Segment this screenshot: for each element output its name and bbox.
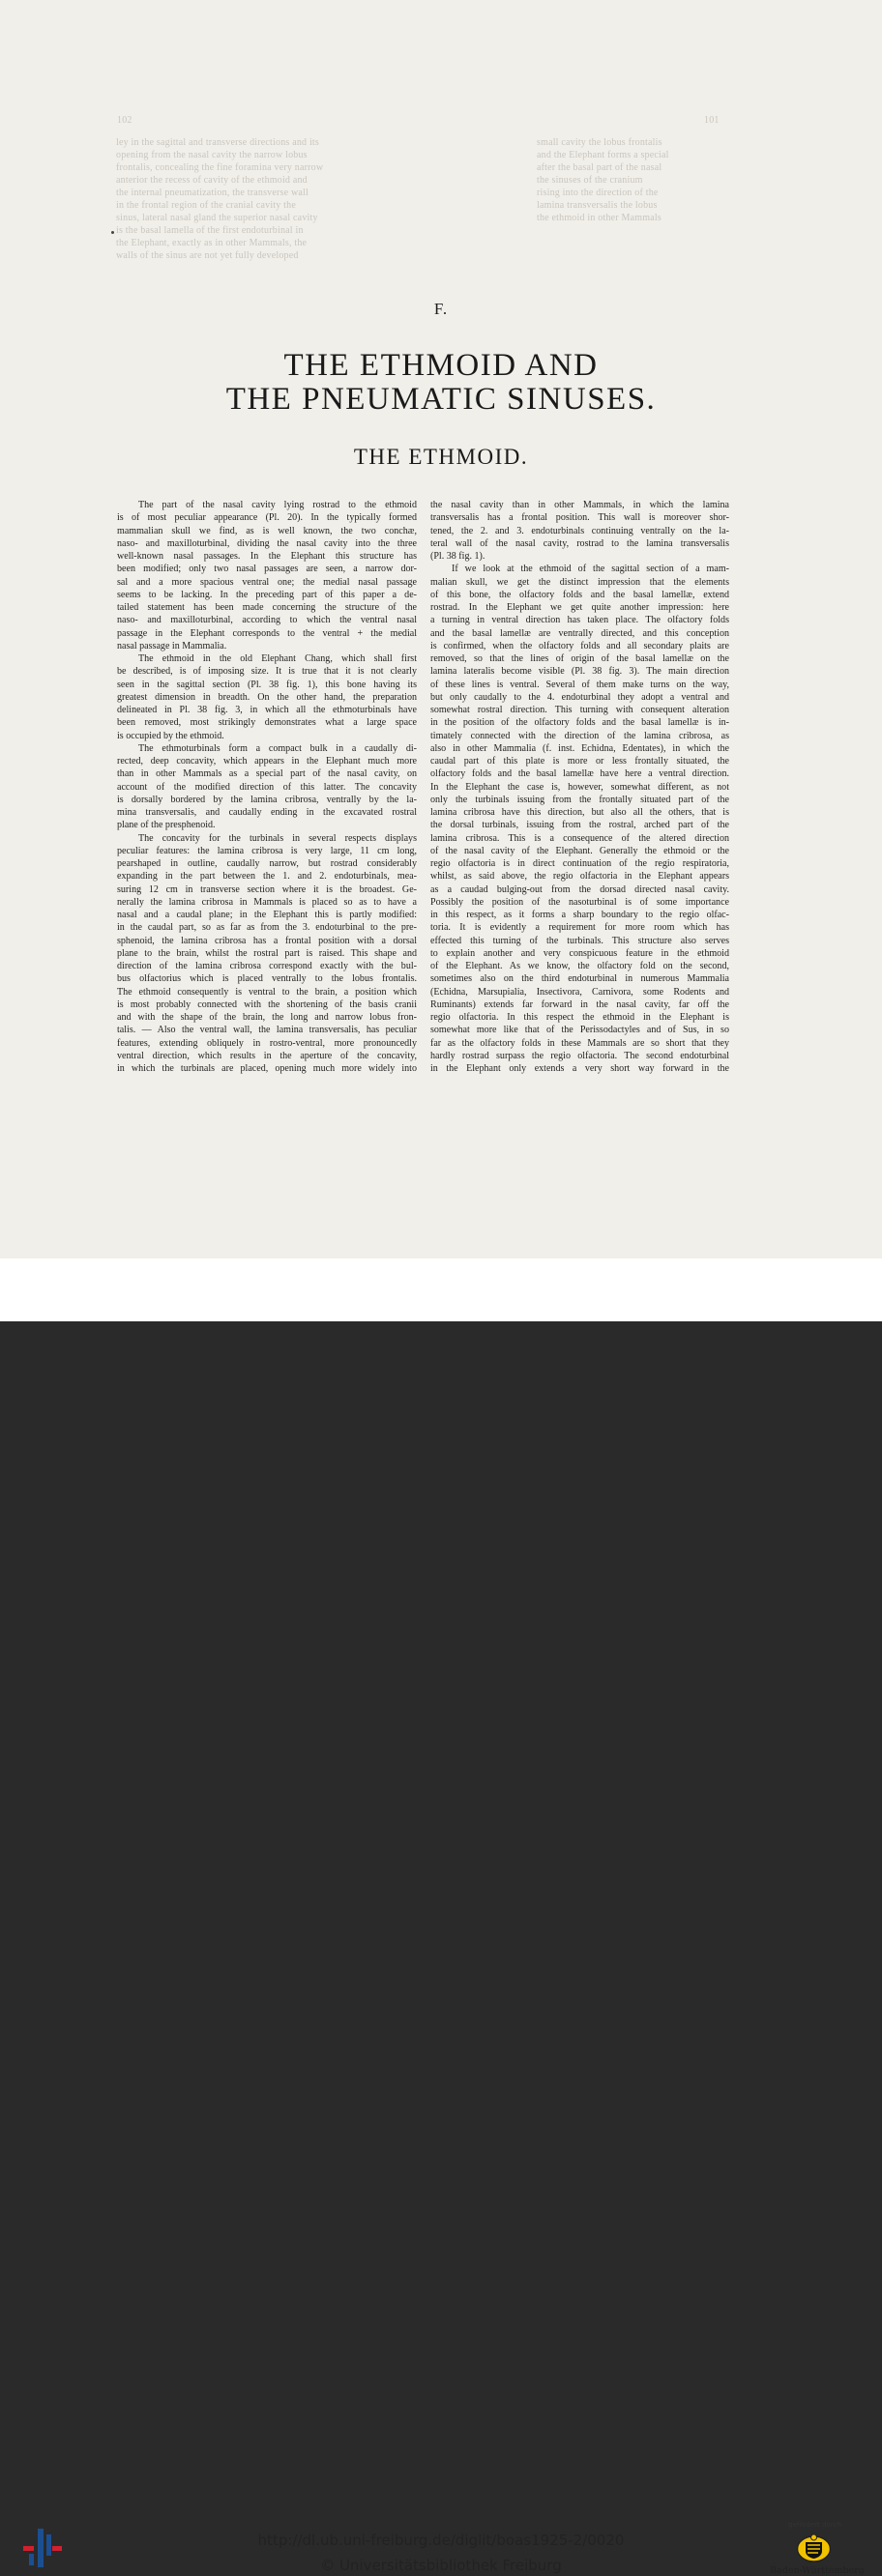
text-line: pearshaped in outline, caudally narrow, but rostrad considerably bbox=[117, 858, 417, 869]
text-line: nasal passage in Mammalia. bbox=[117, 640, 227, 651]
coat-of-arms-icon bbox=[796, 2533, 832, 2563]
text-line: is occupied by the ethmoid. bbox=[117, 730, 224, 741]
text-line: removed, so that the lines of origin of the basal lamellæ on the bbox=[430, 653, 729, 664]
text-line: mina transversalis, and caudally ending in the excavated rostral bbox=[117, 807, 417, 818]
text-line: and with the shape of the brain, the long and narrow lobus fron- bbox=[117, 1012, 417, 1023]
sponsor-name: Baden-Württemberg bbox=[770, 2565, 865, 2576]
text-line: caudal part of this plate is more or less frontally situated, the bbox=[430, 756, 729, 767]
bleed-line: the ethmoid in other Mammals bbox=[537, 213, 662, 223]
text-line: plane of the presphenoid. bbox=[117, 820, 216, 831]
bleed-line: ley in the sagittal and transverse directions and its bbox=[116, 137, 319, 148]
text-line: expanding in the part between the 1. and 2. endoturbinals, mea- bbox=[117, 871, 417, 883]
sponsor-label: gefördert durch bbox=[788, 2521, 841, 2529]
bleed-line: frontalis, concealing the fine foramina very narrow bbox=[116, 162, 324, 173]
text-line: also in other Mammalia (f. inst. Echidna, Edentates), in which the bbox=[430, 742, 729, 754]
text-line: of these lines is ventral. Several of them make turns on the way, bbox=[430, 679, 729, 690]
text-line: somewhat rostral direction. This turning with consequent alteration bbox=[430, 705, 729, 715]
text-line: and the basal lamellæ are ventrally directed, and this conception bbox=[430, 627, 729, 639]
text-line: in this respect, as it forms a sharp boundary to the regio olfac- bbox=[430, 910, 729, 920]
section-subtitle: THE ETHMOID. bbox=[353, 445, 529, 469]
text-line: is most probably connected with the shortening of the basis cranii bbox=[117, 999, 417, 1010]
chapter-title bbox=[0, 349, 882, 417]
text-line: regio olfactoria. In this respect the ethmoid in the Elephant is bbox=[430, 1012, 729, 1023]
text-line: passage in the Elephant corresponds to the ventral + the medial bbox=[117, 627, 417, 639]
viewer-footer bbox=[0, 1259, 882, 2576]
text-line: effected this turning of the turbinals. This structure also serves bbox=[430, 935, 729, 946]
text-line: olfactory folds and the basal lamellæ have here a ventral direction. bbox=[430, 768, 729, 780]
bleed-through-text-left bbox=[116, 136, 418, 262]
bleed-line: and the Elephant forms a special bbox=[537, 150, 669, 160]
bleed-line: the sinuses of the cranium bbox=[537, 175, 643, 186]
text-line: of the Elephant. As we know, the olfactory fold on the second, bbox=[430, 961, 729, 971]
text-line: lamina cribrosa have this direction, but also all the others, that is bbox=[430, 807, 729, 818]
bleed-line: small cavity the lobus frontalis bbox=[537, 137, 662, 148]
text-line: The concavity for the turbinals in several respects displays bbox=[138, 832, 417, 844]
bleed-line: after the basal part of the nasal bbox=[537, 162, 662, 173]
text-line: somewhat more like that of the Perissodactyles and of Sus, in so bbox=[430, 1025, 729, 1036]
text-line: bus olfactorius which is placed ventrally to the lobus frontalis. bbox=[117, 973, 417, 985]
text-line: the nasal cavity than in other Mammals, in which the lamina bbox=[430, 500, 729, 510]
text-line: The ethmoid consequently is ventral to the brain, a position which bbox=[117, 986, 417, 998]
text-line: talis. — Also the ventral wall, the lamina transversalis, has peculiar bbox=[117, 1025, 417, 1036]
text-line: Possibly the position of the nasoturbinal is of some importance bbox=[430, 896, 729, 908]
text-line: plane to the brain, whilst the rostral part is raised. This shape and bbox=[117, 947, 417, 959]
text-line: is of most peculiar appearance (Pl. 20). In the typically formed bbox=[117, 512, 417, 524]
text-line: in the position of the olfactory folds and the basal lamellæ is in- bbox=[430, 717, 729, 729]
text-line: direction of the lamina cribrosa correspond exactly with the bul- bbox=[117, 961, 417, 971]
text-line: rected, deep concavity, which appears in the Elephant much more bbox=[117, 756, 417, 767]
text-line: of the nasal cavity of the Elephant. Generally the ethmoid or the bbox=[430, 845, 729, 856]
bleed-line: is the basal lamella of the first endoturbinal in bbox=[116, 225, 304, 236]
text-line: tailed statement has been made concerning the structure of the bbox=[117, 602, 417, 613]
bleed-line: in the frontal region of the cranial cavity the bbox=[116, 200, 296, 211]
text-line: greatest dimension in breadth. On the other hand, the preparation bbox=[117, 691, 417, 703]
text-line: toria. It is evidently a requirement for more room which has bbox=[430, 922, 729, 934]
bleed-line: walls of the sinus are not yet fully developed bbox=[116, 250, 299, 261]
text-line: timately connected with the direction of the lamina cribrosa, as bbox=[430, 730, 729, 741]
text-line: If we look at the ethmoid of the sagittal section of a mam- bbox=[452, 564, 729, 575]
text-line: (Echidna, Marsupialia, Insectivora, Carnivora, some Rodents and bbox=[430, 986, 729, 998]
bleed-line: sinus, lateral nasal gland the superior nasal cavity bbox=[116, 213, 318, 223]
text-line: hardly rostrad surpass the regio olfactoria. The second endoturbinal bbox=[430, 1050, 729, 1061]
text-line: the dorsal turbinals, issuing from the rostral, arched part of the bbox=[430, 820, 729, 831]
text-line: been removed, most strikingly demonstrates what a large space bbox=[117, 717, 417, 729]
text-line: as a caudad bulging-out from the dorsad directed nasal cavity. bbox=[430, 883, 729, 895]
text-line: delineated in Pl. 38 fig. 3, in which all the ethmoturbinals have bbox=[117, 705, 417, 715]
text-line: lamina lateralis become visible (Pl. 38 fig. 3). The main direction bbox=[430, 666, 729, 678]
body-column-right bbox=[430, 499, 729, 1075]
text-line: only the turbinals issuing from the frontally situated part of the bbox=[430, 794, 729, 805]
bleed-line: opening from the nasal cavity the narrow lobus bbox=[116, 150, 308, 160]
bleed-page-number-left: 102 bbox=[117, 115, 132, 126]
text-line: nerally the lamina cribrosa in Mammals is placed so as to have a bbox=[117, 896, 417, 908]
bleed-line: anterior the recess of cavity of the ethmoid and bbox=[116, 175, 308, 186]
body-column-left bbox=[117, 499, 417, 1075]
text-line: but only caudally to the 4. endoturbinal they adopt a ventral and bbox=[430, 691, 729, 703]
text-line: well-known nasal passages. In the Elephant this structure has bbox=[117, 551, 417, 562]
text-line: peculiar features: the lamina cribrosa is very large, 11 cm long, bbox=[117, 845, 417, 856]
bleed-line: lamina transversalis the lobus bbox=[537, 200, 658, 211]
text-line: be described, is of imposing size. It is true that it is not clearly bbox=[117, 666, 417, 678]
text-line: naso- and maxilloturbinal, dividing the nasal cavity into the three bbox=[117, 537, 417, 549]
chapter-title-line-2: THE PNEUMATIC SINUSES. bbox=[225, 382, 657, 417]
margin-mark bbox=[111, 231, 114, 234]
text-line: whilst, as said above, the regio olfactoria in the Elephant appears bbox=[430, 871, 729, 883]
text-line: suring 12 cm in transverse section where it is the broadest. Ge- bbox=[117, 883, 417, 895]
text-line: lamina cribrosa. This is a consequence of the altered direction bbox=[430, 832, 729, 844]
text-line: far as the olfactory folds in these Mammals are so short that they bbox=[430, 1037, 729, 1049]
text-line: in which the turbinals are placed, opening much more widely into bbox=[117, 1063, 417, 1074]
scanned-page bbox=[0, 0, 882, 1259]
text-line: is dorsally bordered by the lamina cribrosa, ventrally by the la- bbox=[117, 794, 417, 805]
text-line: sphenoid, the lamina cribrosa has a frontal position with a dorsal bbox=[117, 935, 417, 946]
text-line: nasal and a caudal plane; in the Elephant this is partly modified: bbox=[117, 910, 417, 920]
text-line: sal and a more spacious ventral one; the medial nasal passage bbox=[117, 576, 417, 588]
chapter-title-line-1: THE ETHMOID AND bbox=[283, 348, 599, 383]
text-line: mammalian skull we find, as is well known, the two conchæ, bbox=[117, 525, 417, 536]
permalink-url[interactable]: http://dl.ub.uni-freiburg.de/diglit/boas1925-2/0020 bbox=[257, 2532, 625, 2549]
bleed-line: the Elephant, exactly as in other Mammals, the bbox=[116, 238, 308, 248]
bleed-line: the internal pneumatization, the transverse wall bbox=[116, 188, 309, 198]
text-line: sometimes also on the third endoturbinal in numerous Mammalia bbox=[430, 973, 729, 985]
text-line: malian skull, we get the distinct impression that the elements bbox=[430, 576, 729, 588]
text-line: The ethmoid in the old Elephant Chang, which shall first bbox=[138, 653, 417, 664]
bleed-through-text-right bbox=[537, 136, 740, 224]
text-line: is confirmed, when the olfactory folds and all secondary plaits are bbox=[430, 640, 729, 651]
text-line: The part of the nasal cavity lying rostrad to the ethmoid bbox=[138, 500, 417, 510]
text-line: account of the modified direction of this latter. The concavity bbox=[117, 781, 417, 793]
text-line: regio olfactoria is in direct continuation of the regio respiratoria, bbox=[430, 858, 729, 869]
text-line: in the Elephant only extends a very short way forward in the bbox=[430, 1063, 729, 1074]
text-line: teral wall of the nasal cavity, rostrad to the lamina transversalis bbox=[430, 537, 729, 549]
text-line: In the Elephant the case is, however, somewhat different, as not bbox=[430, 781, 729, 793]
copyright-notice: © Universitätsbibliothek Freiburg bbox=[320, 2557, 562, 2574]
text-line: Ruminants) extends far forward in the nasal cavity, far off the bbox=[430, 999, 729, 1010]
text-line: naso- and maxilloturbinal, according to which the ventral nasal bbox=[117, 615, 417, 626]
text-line: been modified; only two nasal passages are seen, a narrow dor- bbox=[117, 564, 417, 575]
bleed-page-number-right: 101 bbox=[704, 115, 720, 126]
section-letter: F. bbox=[433, 300, 449, 318]
text-line: transversalis has a frontal position. This wall is moreover shor- bbox=[430, 512, 729, 524]
text-line: of this bone, the olfactory folds and the basal lamellæ, extend bbox=[430, 589, 729, 600]
bleed-line: rising into the direction of the bbox=[537, 188, 659, 198]
text-line: rostrad. In the Elephant we get quite another impression: here bbox=[430, 602, 729, 613]
text-line: a turning in ventral direction has taken place. The olfactory folds bbox=[430, 615, 729, 626]
text-line: in the caudal part, so as far as from the 3. endoturbinal to the pre- bbox=[117, 922, 417, 934]
text-line: The ethmoturbinals form a compact bulk in a caudally di- bbox=[138, 742, 417, 754]
text-line: tened, the 2. and 3. endoturbinals continuing ventrally on the la- bbox=[430, 525, 729, 536]
text-line: seen in the sagittal section (Pl. 38 fig. 1), this bone having its bbox=[117, 679, 417, 690]
text-line: than in other Mammals as a special part of the nasal cavity, on bbox=[117, 768, 417, 780]
text-line: seems to be lacking. In the preceding part of this paper a de- bbox=[117, 589, 417, 600]
text-line: (Pl. 38 fig. 1). bbox=[430, 551, 485, 562]
text-line: ventral direction, which results in the aperture of the concavity, bbox=[117, 1050, 417, 1061]
text-line: features, extending obliquely in rostro-ventral, more pronouncedly bbox=[117, 1037, 417, 1049]
text-line: to explain another and very conspicuous feature in the ethmoid bbox=[430, 947, 729, 959]
